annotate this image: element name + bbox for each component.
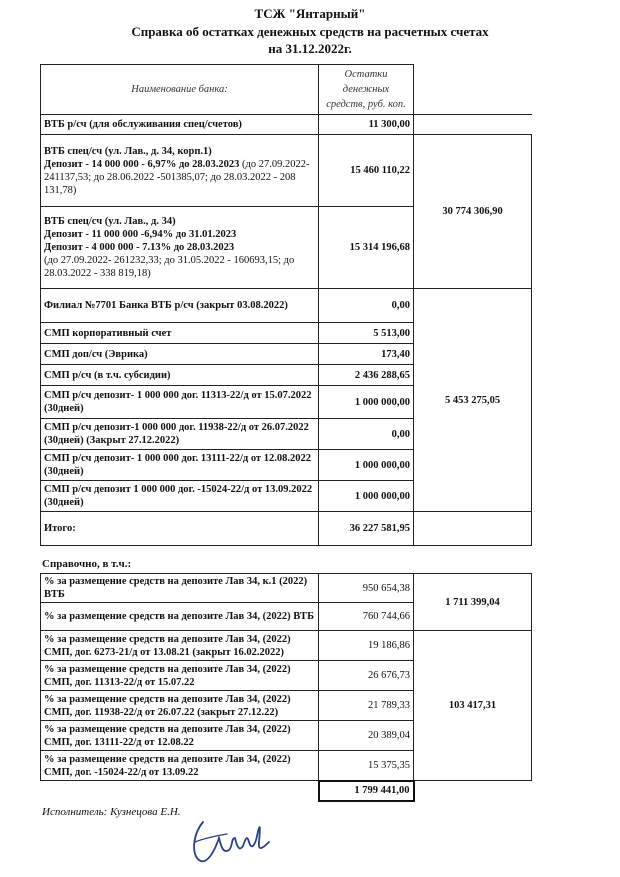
signature-image (185, 812, 275, 870)
interest-amount: 20 389,04 (319, 721, 414, 751)
bank-amount: 0,00 (319, 289, 414, 323)
bank-name: СМП р/сч депозит 1 000 000 дог. -15024-22/д от 13.09.2022 (30дней) (41, 481, 319, 512)
balances-table (40, 64, 532, 546)
total-row (41, 512, 532, 546)
deposit-line: Депозит - 11 000 000 -6,94% до 31.01.2023 (44, 229, 237, 240)
table-header-row (41, 65, 532, 115)
table-row (41, 631, 532, 661)
bank-amount: 1 000 000,00 (319, 481, 414, 512)
reference-table (40, 573, 532, 802)
deposit-line: Депозит - 4 000 000 - 7.13% до 28.03.2023 (44, 242, 235, 253)
grand-total-blank (41, 781, 319, 801)
col-amount-header: Остатки денежных средств, руб. коп. (319, 65, 414, 115)
bank-name: ВТБ спец/сч (ул. Лав., д. 34, корп.1) (44, 145, 212, 157)
bank-name: ВТБ р/сч (для обслуживания спец/счетов) (41, 115, 319, 135)
bank-amount: 15 460 110,22 (319, 135, 414, 207)
interest-name: % за размещение средств на депозите Лав 34, (2022) СМП, дог. 13111-22/д от 12.08.22 (41, 721, 319, 751)
blank-cell (414, 115, 532, 135)
vtb-subtotal: 30 774 306,90 (414, 135, 532, 289)
total-blank (414, 512, 532, 546)
bank-amount: 1 000 000,00 (319, 386, 414, 419)
interest-name: % за размещение средств на депозите Лав 34, (2022) СМП, дог. -15024-22/д от 13.09.22 (41, 751, 319, 781)
grand-total-amount: 1 799 441,00 (319, 781, 414, 801)
bank-name: СМП р/сч (в т.ч. субсидии) (41, 365, 319, 386)
vtb-interest-subtotal: 1 711 399,04 (414, 574, 532, 631)
bank-amount: 11 300,00 (319, 115, 414, 135)
smp-subtotal: 5 453 275,05 (414, 289, 532, 512)
interest-amount: 21 789,33 (319, 691, 414, 721)
bank-amount: 5 513,00 (319, 323, 414, 344)
interest-name: % за размещение средств на депозите Лав 34, (2022) СМП, дог. 11313-22/д от 15.07.22 (41, 661, 319, 691)
bank-amount: 15 314 196,68 (319, 207, 414, 289)
interest-amount: 15 375,35 (319, 751, 414, 781)
deposit-history: (до 27.09.2022- 241137,53; до 28.06.2022 -501385,07; до 28.03.2022 - 208 131,78) (44, 158, 310, 196)
grand-total-blank (414, 781, 532, 801)
interest-name: % за размещение средств на депозите Лав 34, (2022) СМП, дог. 11938-22/д от 26.07.22 (закрыт 27.12.22) (41, 691, 319, 721)
col-name-header: Наименование банка: (41, 65, 319, 115)
grand-total-row (41, 781, 532, 801)
interest-amount: 19 186,86 (319, 631, 414, 661)
bank-name: СМП р/сч депозит- 1 000 000 дог. 11313-22/д от 15.07.2022 (30дней) (41, 386, 319, 419)
interest-name: % за размещение средств на депозите Лав 34, (2022) СМП, дог. 6273-21/д от 13.08.21 (закрыт 16.02.2022) (41, 631, 319, 661)
org-title: ТСЖ "Янтарный" (254, 6, 366, 21)
interest-name: % за размещение средств на депозите Лав 34, (2022) ВТБ (41, 603, 319, 631)
doc-date: на 31.12.2022г. (268, 41, 352, 56)
table-row (41, 574, 532, 603)
total-amount: 36 227 581,95 (319, 512, 414, 546)
interest-name: % за размещение средств на депозите Лав 34, к.1 (2022) ВТБ (41, 574, 319, 603)
table-row (41, 135, 532, 207)
interest-amount: 760 744,66 (319, 603, 414, 631)
deposit-line: Депозит - 14 000 000 - 6,97% до 28.03.2023 (44, 158, 240, 170)
bank-amount: 2 436 288,65 (319, 365, 414, 386)
bank-name: СМП р/сч депозит-1 000 000 дог. 11938-22/д от 26.07.2022 (30дней) (Закрыт 27.12.2022) (41, 419, 319, 450)
bank-name: ВТБ спец/сч (ул. Лав., д. 34) (44, 216, 176, 227)
bank-amount: 0,00 (319, 419, 414, 450)
smp-interest-subtotal: 103 417,31 (414, 631, 532, 781)
doc-subtitle: Справка об остатках денежных средств на расчетных счетах (131, 24, 489, 39)
table-row (41, 289, 532, 323)
blank-header-cell (414, 65, 532, 115)
reference-label: Справочно, в т.ч.: (42, 558, 132, 570)
interest-amount: 950 654,38 (319, 574, 414, 603)
total-label: Итого: (41, 512, 319, 546)
bank-name: Филиал №7701 Банка ВТБ р/сч (закрыт 03.08.2022) (41, 289, 319, 323)
interest-amount: 26 676,73 (319, 661, 414, 691)
bank-name: СМП корпоративный счет (41, 323, 319, 344)
table-row (41, 115, 532, 135)
deposit-history: (до 27.09.2022- 261232,33; до 31.05.2022 - 160693,15; до 28.03.2022 - 338 819,18) (44, 255, 295, 279)
bank-amount: 173,40 (319, 344, 414, 365)
bank-name-cell (41, 207, 319, 289)
executor-line: Исполнитель: Кузнецова Е.Н. (42, 806, 181, 818)
bank-name-cell (41, 135, 319, 207)
bank-name: СМП доп/сч (Эврика) (41, 344, 319, 365)
bank-name: СМП р/сч депозит- 1 000 000 дог. 13111-22/д от 12.08.2022 (30дней) (41, 450, 319, 481)
bank-amount: 1 000 000,00 (319, 450, 414, 481)
